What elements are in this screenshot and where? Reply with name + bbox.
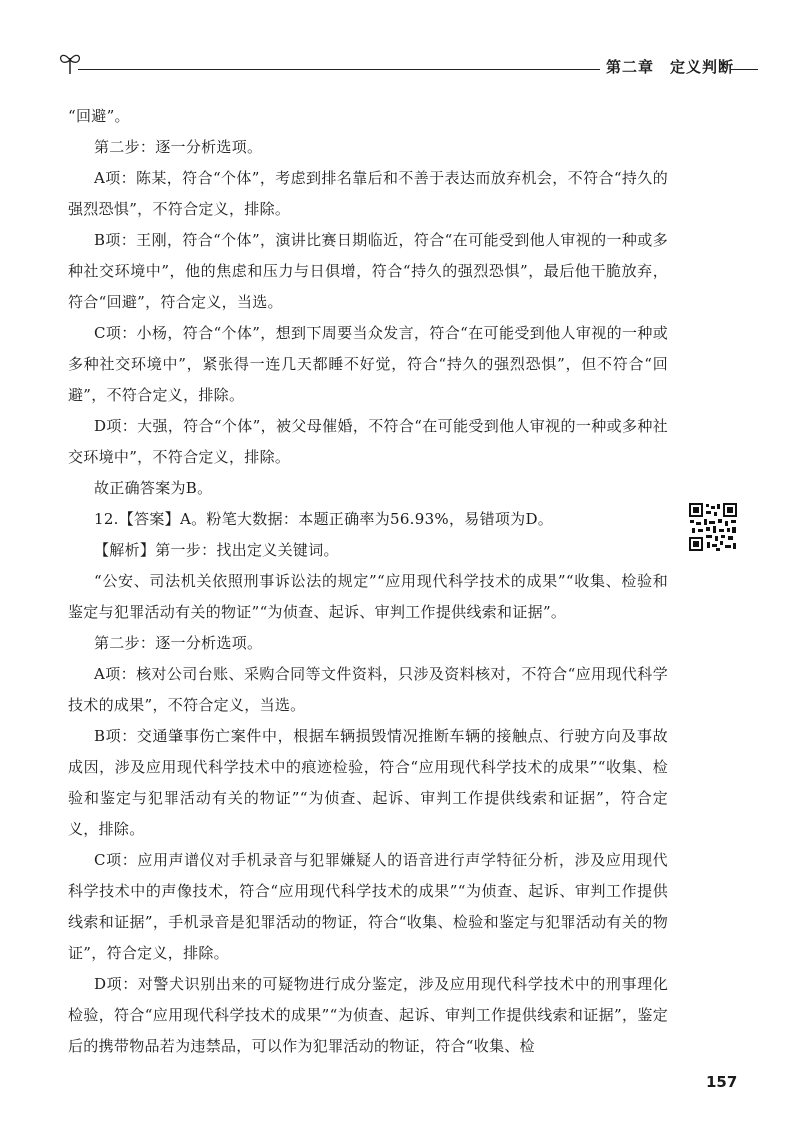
paragraph: A项：核对公司台账、采购合同等文件资料，只涉及资料核对，不符合“应用现代科学技术的成果”，不符合定义，当选。 [68,665,668,714]
body-text [68,101,668,1062]
paragraph: A项：陈某，符合“个体”，考虑到排名靠后和不善于表达而放弃机会，不符合“持久的强烈恐惧”，不符合定义，排除。 [68,169,668,218]
header-rule-right [730,69,758,70]
sprout-icon [58,48,82,76]
paragraph: B项：交通肇事伤亡案件中，根据车辆损毁情况推断车辆的接触点、行驶方向及事故成因，涉及应用现代科学技术中的痕迹检验，符合“应用现代科学技术的成果”“收集、检验和鉴定与犯罪活动有关的物证”“为侦查、起诉、审判工作提供线索和证据”，符合定义，排除。 [68,727,668,838]
paragraph: D项：对警犬识别出来的可疑物进行成分鉴定，涉及应用现代科学技术中的刑事理化检验，符合“应用现代科学技术的成果”“为侦查、起诉、审判工作提供线索和证据”，鉴定后的携带物品若为违禁品，可以作为犯罪活动的物证，符合“收集、检 [68,975,668,1055]
paragraph: C项：小杨，符合“个体”，想到下周要当众发言，符合“在可能受到他人审视的一种或多种社交环境中”，紧张得一连几天都睡不好觉，符合“持久的强烈恐惧”，但不符合“回避”，不符合定义，排除。 [68,324,668,404]
paragraph: D项：大强，符合“个体”，被父母催婚，不符合“在可能受到他人审视的一种或多种社交环境中”，不符合定义，排除。 [68,417,668,466]
paragraph: 故正确答案为B。 [94,479,213,497]
header-rule-left [78,69,646,70]
paragraph: 12.【答案】A。粉笔大数据：本题正确率为56.93%，易错项为D。 [94,510,554,528]
paragraph: 【解析】第一步：找出定义关键词。 [94,541,339,559]
running-header [58,48,758,82]
qr-code-icon[interactable] [688,502,738,552]
paragraph: B项：王刚，符合“个体”，演讲比赛日期临近，符合“在可能受到他人审视的一种或多种社交环境中”，他的焦虑和压力与日俱增，符合“持久的强烈恐惧”，最后他干脆放弃，符合“回避”，符合定义，当选。 [68,231,668,311]
page-number: 157 [706,1073,738,1091]
paragraph: “回避”。 [68,107,130,125]
paragraph: C项：应用声谱仪对手机录音与犯罪嫌疑人的语音进行声学特征分析，涉及应用现代科学技术中的声像技术，符合“应用现代科学技术的成果”“为侦查、起诉、审判工作提供线索和证据”，手机录音是犯罪活动的物证，符合“收集、检验和鉴定与犯罪活动有关的物证”，符合定义，排除。 [68,851,668,962]
paragraph: 第二步：逐一分析选项。 [94,138,263,156]
paragraph: “公安、司法机关依照刑事诉讼法的规定”“应用现代科学技术的成果”“收集、检验和鉴定与犯罪活动有关的物证”“为侦查、起诉、审判工作提供线索和证据”。 [68,572,668,621]
chapter-title: 第二章 定义判断 [600,56,740,77]
paragraph: 第二步：逐一分析选项。 [94,634,263,652]
